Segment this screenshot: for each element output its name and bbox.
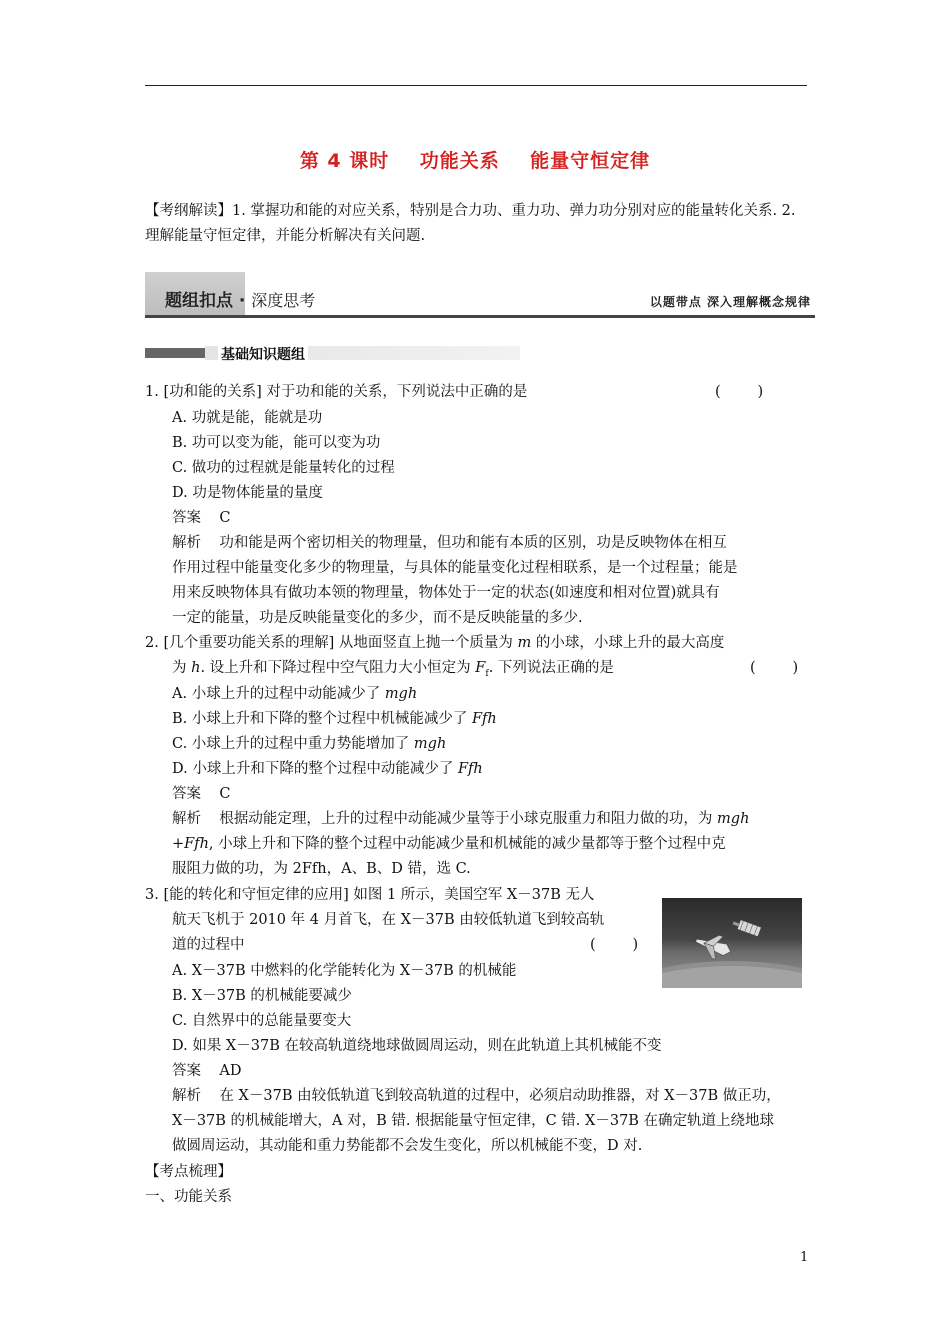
q2-analysis-1: 解析 根据动能定理，上升的过程中动能减少量等于小球克服重力和阻力做的功，为 mgh	[172, 811, 750, 827]
q1-analysis-3: 用来反映物体具有做功本领的物理量，物体处于一定的状态(如速度和相对位置)就具有	[172, 585, 720, 601]
q1-paren: ( )	[715, 384, 764, 400]
page-title: 第 4 课时 功能关系 能量守恒定律	[299, 150, 651, 172]
section-banner	[145, 272, 815, 320]
q1-analysis-4: 一定的能量，功是反映能量变化的多少，而不是反映能量的多少.	[172, 610, 583, 626]
q2-answer: 答案 C	[172, 786, 231, 802]
q2-analysis-2: +Ffh, 小球上升和下降的整个过程中动能减少量和机械能的减少量都等于整个过程中克	[172, 836, 726, 852]
q3-answer: 答案 AD	[172, 1063, 242, 1079]
q3-option-c: C. 自然界中的总能量要变大	[172, 1013, 352, 1029]
q1-option-d: D. 功是物体能量的量度	[172, 485, 323, 501]
q2-option-a: A. 小球上升的过程中动能减少了 mgh	[172, 686, 418, 702]
q3-stem-2: 航天飞机于 2010 年 4 月首飞，在 X－37B 由较低轨道飞到较高轨	[172, 912, 605, 928]
section-slogan: 以题带点 深入理解概念规律	[649, 295, 811, 309]
q3-option-a: A. X－37B 中燃料的化学能转化为 X－37B 的机械能	[172, 963, 517, 979]
q1-analysis-2: 作用过程中能量变化多少的物理量，与具体的能量变化过程相联系，是一个过程量；能是	[172, 560, 738, 576]
q2-stem-2: 为 h. 设上升和下降过程中空气阻力大小恒定为 $F_f$. 下列说法正确的是	[172, 660, 614, 679]
syllabus-outline: 【考纲解读】1. 掌握功和能的对应关系，特别是合力功、重力功、弹力功分别对应的能量转化关系. 2. 理解能量守恒定律，并能分析解决有关问题.	[145, 203, 796, 244]
q2-analysis-3: 服阻力做的功，为 2Ffh，A、B、D 错，选 C.	[172, 861, 471, 877]
spaceplane-illustration	[662, 898, 802, 988]
header-rule	[145, 85, 807, 86]
q3-paren: ( )	[590, 937, 639, 953]
q2-paren: ( )	[750, 660, 799, 676]
spaceplane-photo	[662, 898, 802, 988]
q3-analysis-1: 解析 在 X－37B 由较低轨道飞到较高轨道的过程中，必须启动助推器，对 X－37B 做正功，	[172, 1088, 781, 1104]
q1-stem: 1. [功和能的关系] 对于功和能的关系，下列说法中正确的是	[145, 384, 528, 400]
q1-option-a: A. 功就是能，能就是功	[172, 410, 323, 426]
q3-stem-3: 道的过程中	[172, 937, 245, 953]
q3-option-d: D. 如果 X－37B 在较高轨道绕地球做圆周运动，则在此轨道上其机械能不变	[172, 1038, 662, 1054]
q3-option-b: B. X－37B 的机械能要减少	[172, 988, 352, 1004]
q2-stem-1: 2. [几个重要功能关系的理解] 从地面竖直上抛一个质量为 m 的小球，小球上升的最大高度	[145, 635, 725, 651]
q2-option-d: D. 小球上升和下降的整个过程中动能减少了 Ffh	[172, 761, 483, 777]
subheading: 基础知识题组	[145, 344, 520, 362]
q3-stem-1: 3. [能的转化和守恒定律的应用] 如图 1 所示，美国空军 X－37B 无人	[145, 887, 595, 903]
q2-option-c: C. 小球上升的过程中重力势能增加了 mgh	[172, 736, 447, 752]
section-rule	[145, 315, 815, 318]
q1-option-b: B. 功可以变为能，能可以变为功	[172, 435, 381, 451]
q3-analysis-2: X－37B 的机械能增大，A 对，B 错. 根据能量守恒定律，C 错. X－37B 在确定轨道上绕地球	[172, 1113, 775, 1129]
section-label: 题组扣点 · 深度思考	[165, 291, 316, 311]
q1-analysis-1: 解析 功和能是两个密切相关的物理量，但功和能有本质的区别，功是反映物体在相互	[172, 535, 727, 551]
q1-option-c: C. 做功的过程就是能量转化的过程	[172, 460, 395, 476]
q2-option-b: B. 小球上升和下降的整个过程中机械能减少了 Ffh	[172, 711, 497, 727]
page-number: 1	[800, 1250, 809, 1265]
kaodian-heading: 【考点梳理】	[145, 1164, 232, 1180]
q1-answer: 答案 C	[172, 510, 231, 526]
q3-analysis-3: 做圆周运动，其动能和重力势能都不会发生变化，所以机械能不变，D 对.	[172, 1138, 643, 1154]
kaodian-item-1: 一、功能关系	[145, 1189, 232, 1205]
